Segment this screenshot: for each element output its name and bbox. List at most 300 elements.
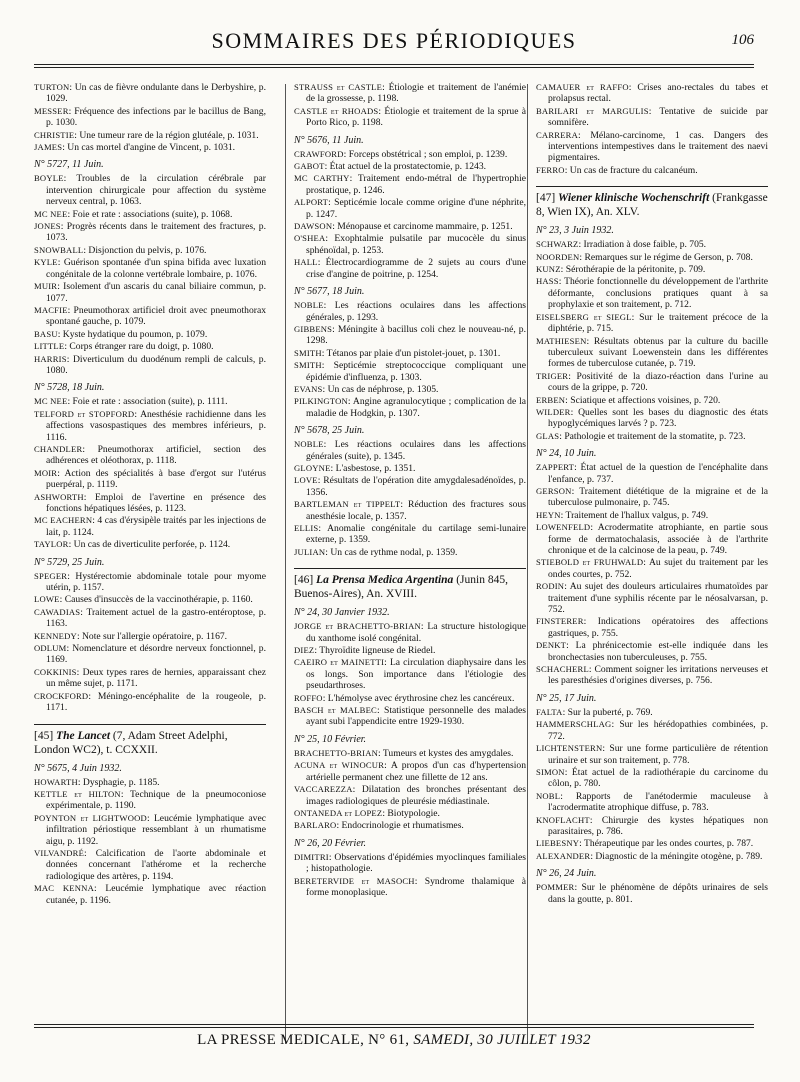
article-title: : Hystérectomie abdominale totale pour myome utérin, p. 1157. [46,570,266,594]
article-author: LOVE [294,475,318,486]
article-author: HOWARTH [34,776,78,787]
article-title: : Réduction des fractures sous anesthésie locale, p. 1357. [306,499,526,522]
article-title: : Septicémie streptococcique compliquant une épidémie d'influenza, p. 1303. [306,360,526,383]
article-author: KNOFLACHT [536,814,590,825]
article-entry [34,305,266,328]
article-author: SMITH [294,347,322,358]
article-author: CAWADIAS [34,606,81,617]
article-author: GERSON [536,485,572,496]
article-entry [294,523,526,546]
article-author: NOBLE [294,300,324,311]
issue-heading: N° 5675, 4 Juin 1932. [34,762,122,774]
article-author: BARTLEMAN et TIPPELT [294,499,401,510]
article-entry [34,539,266,550]
article-entry [536,882,768,905]
column-1 [34,82,266,907]
article-entry [34,789,266,812]
article-entry [536,82,768,105]
page-number: 106 [731,32,754,48]
article-title: : Diagnostic de la méningite otogène, p. 789. [590,850,763,862]
journal-name: La Prensa Medica Argentina [316,574,454,587]
article-entry [536,252,768,263]
article-author: PILKINGTON [294,396,348,407]
article-entry [536,276,768,310]
article-title: : Un cas de fièvre ondulante dans le Derbyshire, p. 1029. [46,82,266,105]
article-entry [34,667,266,690]
article-author: CAMAUER et RAFFO [536,82,629,92]
article-author: LICHTENSTERN [536,743,603,754]
article-title: : Syndrome thalamique à forme monoplasique. [306,875,526,898]
article-title: : Endocrinologie et rhumatismes. [336,820,464,832]
column-divider [285,84,286,1044]
article-entry [536,130,768,164]
article-title: : Note sur l'allergie opératoire, p. 1167. [76,630,228,642]
article-title: : Un cas de néphrose, p. 1305. [322,383,439,395]
article-author: DIMITRI [294,851,329,862]
article-author: POMMER [536,882,575,893]
article-entry [536,312,768,335]
article-author: HALL [294,257,318,268]
article-title: : Indications opératoires des affections gastriques, p. 755. [548,616,768,639]
article-entry [34,329,266,340]
article-title: : Angine agranulocytique ; complication de la maladie de Hodgkin, p. 1307. [306,396,526,419]
article-entry [34,209,266,220]
article-entry [294,760,526,783]
article-title: : Anesthésie rachidienne dans les affections vasospastiques des membres inférieurs, p. 1116. [46,408,267,443]
article-title: : Étiologie et traitement de l'anémie de la grossesse, p. 1198. [306,82,526,105]
article-author: SNOWBALL [34,244,84,255]
journal-number: [46] [294,574,314,587]
article-author: BASU [34,328,58,339]
article-entry [536,719,768,742]
article-title: : Méningite à bacillus coli chez le nouveau-né, p. 1298. [306,323,526,347]
article-entry [294,300,526,323]
article-author: NOORDEN [536,251,580,262]
article-title: : Emploi de l'avertine en présence des fonctions hépatiques lésées, p. 1123. [46,491,266,514]
article-author: MC CARTHY [294,173,350,184]
article-entry [294,693,526,704]
article-title: : Sur une forme particulière de rétention urinaire et sur son traitement, p. 778. [548,743,768,766]
article-entry [294,257,526,280]
article-author: COKKINIS [34,666,77,677]
page-header [34,26,754,60]
article-author: BERETERVIDE et MASOCH [294,875,415,886]
article-title: : Tumeurs et kystes des amygdales. [378,747,514,759]
article-author: ELLIS [294,523,319,533]
article-title: : Nomenclature et désordre nerveux fonctionnel, p. 1169. [46,643,266,666]
article-title: : La phrénicectomie est-elle indiquée dans les bronchectasies non tuberculeuses, p. 755. [548,640,768,663]
issue-heading: N° 25, 17 Juin. [536,692,597,704]
article-entry [536,664,768,687]
article-entry [536,336,768,370]
column-2 [294,82,526,899]
article-author: ALPORT [294,197,329,208]
article-author: KUNZ [536,264,561,275]
article-title: : Les réactions oculaires dans les affections générales (suite), p. 1345. [306,439,526,462]
article-author: SCHWARZ [536,239,579,250]
article-author: MATHIESEN [536,335,587,346]
article-entry [536,264,768,275]
article-author: MACFIE [34,304,68,315]
article-title: : État actuel de la radiothérapie du carcinome du côlon, p. 780. [548,766,768,790]
article-entry [536,815,768,838]
article-title: : Diverticulum du duodénum rempli de calculs, p. 1080. [46,353,266,376]
article-author: MOIR [34,467,58,478]
article-entry [34,468,266,491]
article-author: VACCAREZZA [294,784,353,795]
article-title: : L'hémolyse avec érythrosine chez les cancéreux. [322,692,515,704]
issue-heading: N° 26, 20 Février. [294,837,367,849]
article-title: : Acrodermatite atrophiante, en partie sous forme de dermatochalasis, associée à de l'arthrite chronique et de la calcinose de la peau, p. 749. [548,522,768,556]
article-entry [34,777,266,788]
article-entry [34,848,266,882]
article-title: : Résultats de l'opération dite amygdalesadénoïdes, p. 1356. [306,475,526,498]
issue-heading: N° 5727, 11 Juin. [34,159,104,171]
article-entry [294,475,526,498]
article-entry [536,371,768,394]
article-entry [294,221,526,232]
article-title: : État actuel de la question de l'encéphalite dans l'enfance, p. 737. [548,462,768,485]
column-divider [527,84,528,1044]
issue-heading: N° 24, 30 Janvier 1932. [294,607,390,619]
article-entry [294,784,526,807]
page-title: SOMMAIRES DES PÉRIODIQUES [211,28,577,53]
article-entry [536,239,768,250]
article-author: JONES [34,221,61,232]
article-title: : Un cas de diverticulite perforée, p. 1124. [68,539,231,551]
issue-heading: N° 5676, 11 Juin. [294,134,364,146]
article-entry [34,631,266,642]
article-title: : Mélano-carcinome, 1 cas. Dangers des interventions intempestives dans le traitement des naevi pigmentaires. [548,129,768,164]
article-title: : Sérothérapie de la péritonite, p. 709. [560,264,706,276]
article-title: : Méningo-encéphalite de la rougeole, p. 1171. [46,690,266,714]
article-entry [294,645,526,656]
article-entry [34,594,266,605]
article-entry [294,149,526,160]
article-title: : Traitement diététique de la migraine et de la tuberculose pulmonaire, p. 745. [548,485,768,509]
article-entry [294,161,526,172]
article-entry [34,341,266,352]
column-3 [536,82,768,906]
article-title: : Dysphagie, p. 1185. [77,776,160,788]
article-author: POYNTON et LIGHTWOOD [34,812,147,823]
journal-heading [34,724,266,757]
article-title: : Crises ano-rectales du tabes et prolapsus rectal. [548,82,768,105]
article-entry [294,748,526,759]
article-entry [34,813,266,847]
article-entry [294,384,526,395]
article-author: LOWE [34,594,60,605]
article-author: ERBEN [536,394,566,405]
article-author: LIEBESNY [536,838,580,849]
article-author: ZAPPERT [536,462,575,473]
article-author: GIBBENS [294,323,333,334]
article-author: BARLARO [294,820,337,831]
journal-number: [45] [34,729,54,742]
article-title: : Action des spécialités à base d'ergot sur l'utérus puerpéral, p. 1119. [46,467,266,491]
article-entry [294,197,526,220]
issue-heading: N° 24, 10 Juin. [536,448,597,460]
page-footer [34,1032,754,1056]
article-entry [294,621,526,644]
article-title: : Les réactions oculaires dans les affections générales, p. 1293. [306,300,526,323]
article-title: : Thérapeutique par les ondes courtes, p. 787. [579,838,754,850]
journal-address: (Junin 845, Buenos-Aires), An. XVIII. [294,574,508,601]
article-author: MC EACHERN [34,515,93,526]
article-author: CHRISTIE [34,129,75,140]
article-author: STRAUSS et CASTLE [294,82,383,92]
article-title: : Quelles sont les bases du diagnostic des états hypoglycémiques larvés ? p. 723. [548,406,768,430]
article-title: : L'asbestose, p. 1351. [330,462,416,474]
article-title: : Au sujet du traitement par les ondes courtes, p. 752. [548,557,769,580]
article-entry [294,547,526,558]
article-entry [536,557,768,580]
article-title: : Foie et rate : association (suite), p. 1111. [67,396,228,408]
article-title: : Tentative de suicide par somnifère. [548,105,768,129]
article-title: : La circulation diaphysaire dans les os longs. Son importance dans l'étiologie des pseudarthroses. [306,657,526,692]
article-author: MESSER [34,105,69,116]
article-author: STIEBOLD et FRUHWALD [536,557,644,568]
article-title: : Disjonction du pelvis, p. 1076. [83,244,207,256]
article-title: : Causes d'insuccès de la vaccinothérapie, p. 1160. [59,594,253,606]
journal-heading [294,568,526,601]
article-entry [536,395,768,406]
article-author: NOBLE [294,439,324,450]
article-author: CAEIRO et MAINETTI [294,657,385,668]
article-author: SPEGER [34,570,68,581]
article-title: : Rapports de l'anétodermie maculeuse à l'acrodermatite atrophique diffuse, p. 783. [548,790,768,814]
article-title: : Troubles de la circulation cérébrale par intervention chirurgicale pour affection du système nerveux central, p. 1063. [46,173,266,208]
article-author: JAMES [34,142,63,153]
article-author: BASCH et MALBEC [294,705,377,716]
article-title: : État actuel de la prostatectomie, p. 1243. [324,161,487,173]
article-author: SCHACHERL [536,664,589,675]
article-author: CROCKFORD [34,690,89,701]
article-title: : Sur les hérédopathies combinées, p. 772. [548,719,768,742]
article-entry [294,499,526,522]
article-author: DAWSON [294,221,333,232]
article-author: GLAS [536,430,560,441]
article-entry [294,820,526,831]
article-title: : Anomalie congénitale du cartilage semi-lunaire externe, p. 1359. [306,523,526,546]
article-entry [536,640,768,663]
issue-heading: N° 26, 24 Juin. [536,868,597,880]
article-title: : Biotypologie. [382,807,440,819]
article-entry [294,106,526,129]
issue-heading: N° 5728, 18 Juin. [34,382,105,394]
article-title: : Un cas de rythme nodal, p. 1359. [325,546,458,558]
article-title: : Pneumothorax artificiel droit avec pneumothorax spontané gauche, p. 1079. [46,304,266,328]
article-entry [34,409,266,443]
article-author: HARRIS [34,353,67,364]
article-title: : Résultats obtenus par la culture du bacille tuberculeux suivant Loewenstein dans les différentes formes de tuberculose cutanée, p. 719. [548,335,768,370]
article-author: ROFFO [294,692,323,703]
article-entry [536,407,768,430]
article-title: : Thyroïdite ligneuse de Riedel. [314,645,436,657]
footer-date: SAMEDI, 30 JUILLET 1932 [413,1032,591,1048]
article-author: FALTA [536,706,563,717]
article-title: : Un cas mortel d'angine de Vincent, p. 1031. [62,142,236,154]
article-author: O'SHEA [294,233,326,244]
article-entry [294,808,526,819]
article-entry [34,515,266,538]
article-author: MC NEE [34,208,68,219]
article-entry [34,106,266,129]
article-title: : Technique de la pneumoconiose expérimentale, p. 1190. [46,788,266,812]
article-title: : Ménopause et carcinome mammaire, p. 1251. [332,221,513,233]
article-author: HAMMERSCHLAG [536,719,612,730]
article-author: TELFORD et STOPFORD [34,408,135,419]
article-entry [34,607,266,630]
issue-heading: N° 23, 3 Juin 1932. [536,225,614,237]
article-title: : La structure histologique du xanthome isolé congénital. [306,621,527,644]
article-title: : Isolement d'un ascaris du canal biliaire commun, p. 1077. [46,281,266,304]
article-author: BOYLE [34,173,64,184]
article-entry [536,767,768,790]
article-entry [536,616,768,639]
article-entry [536,838,768,849]
article-author: BARILARI et MARGULIS [536,105,649,116]
article-author: TURTON [34,82,70,92]
article-title: : Traitement de l'hallux valgus, p. 749. [560,509,709,521]
journal-name: Wiener klinische Wochenschrift [558,192,710,205]
article-author: GLOYNE [294,462,331,473]
article-title: : Forceps obstétrical ; son emploi, p. 1239. [343,148,508,160]
article-title: : Traitement endo-métral de l'hypertrophie prostatique, p. 1246. [306,173,526,196]
article-entry [34,444,266,467]
article-author: TRIGER [536,370,569,381]
article-entry [294,657,526,691]
article-entry [536,743,768,766]
article-entry [294,360,526,383]
article-title: : Théorie fonctionnelle du développement de l'arthrite déformante, conclusions pratiques quant à sa prophylaxie et son traitement, p. 712. [548,276,768,311]
article-author: CARRERA [536,129,578,140]
article-entry [294,876,526,899]
article-entry [294,233,526,256]
article-entry [294,396,526,419]
article-entry [34,257,266,280]
article-author: RODIN [536,581,565,592]
article-title: : Leucémie lymphatique avec infiltration périostique ressemblant à un rhumatisme aigu, p. 1192. [46,812,266,847]
header-rule [34,64,754,68]
article-author: DENKT [536,640,567,651]
article-author: JORGE et BRACHETTO-BRIAN [294,621,421,632]
article-author: TAYLOR [34,539,69,550]
article-entry [294,82,526,105]
article-entry [536,707,768,718]
article-entry [34,245,266,256]
article-author: MUIR [34,281,58,292]
article-title: : A propos d'un cas d'hypertension artérielle permanent chez une fillette de 12 ans. [306,760,526,783]
article-author: FERRO [536,164,565,175]
footer-rule [34,1024,754,1028]
article-entry [536,165,768,176]
article-entry [536,851,768,862]
article-title: : Foie et rate : associations (suite), p. 1068. [67,208,233,220]
article-entry [34,643,266,666]
article-entry [34,396,266,407]
article-title: : Positivité de la diazo-réaction dans l'urine au cours de la grippe, p. 720. [548,370,768,394]
article-author: SMITH [294,360,322,371]
article-entry [34,492,266,515]
article-title: : Remarques sur le régime de Gerson, p. 708. [579,251,753,263]
article-entry [294,348,526,359]
article-author: ACUNA et WINOCUR [294,760,385,771]
article-author: KETTLE et HILTON [34,788,121,799]
article-author: ODLUM [34,643,67,654]
article-author: WILDER [536,406,571,417]
journal-number: [47] [536,192,556,205]
issue-heading: N° 5678, 25 Juin. [294,425,365,437]
article-author: GABOT [294,161,325,172]
footer-journal: LA PRESSE MEDICALE, N° 61, [197,1032,410,1048]
article-author: EISELSBERG et SIEGL [536,311,632,322]
article-author: CASTLE et RHOADS [294,105,379,116]
article-entry [536,106,768,129]
article-entry [536,510,768,521]
article-author: HASS [536,276,559,287]
article-entry [294,173,526,196]
article-entry [34,130,266,141]
article-entry [34,221,266,244]
article-author: KYLE [34,257,58,268]
article-title: : Un cas de fracture du calcanéum. [564,164,698,176]
article-entry [536,431,768,442]
journal-address: (Frankgasse 8, Wien IX), An. XLV. [536,192,768,219]
article-title: : Progrès récents dans le traitement des fractures, p. 1073. [46,221,266,244]
article-title: : 4 cas d'érysipèle traités par les injections de lait, p. 1124. [46,515,266,538]
article-author: SIMON [536,766,565,777]
article-title: : Guérison spontanée d'un spina bifida avec luxation congénitale de la colonne vertébrale lombaire, p. 1076. [46,257,266,280]
article-author: VILVANDRÉ [34,847,85,858]
article-title: : Tétanos par plaie d'un pistolet-jouet, p. 1301. [321,347,501,359]
article-entry [294,439,526,462]
article-author: KENNEDY [34,630,77,641]
article-title: : Pathologie et traitement de la stomatite, p. 723. [559,430,746,442]
article-title: : Corps étranger rare du doigt, p. 1080. [64,341,214,353]
article-author: DIEZ [294,645,315,656]
article-author: JULIAN [294,546,326,557]
article-entry [34,571,266,594]
article-title: : Au sujet des douleurs articulaires rhumatoïdes par traitement d'une syphilis récente par le néosalvarsan, p. 752. [548,581,768,616]
article-entry [536,581,768,615]
article-entry [294,463,526,474]
article-entry [294,324,526,347]
article-author: ALEXANDER [536,850,591,861]
article-entry [34,173,266,207]
article-author: HEYN [536,509,561,520]
journal-heading [536,186,768,219]
article-author: LITTLE [34,341,65,352]
issue-heading: N° 5729, 25 Juin. [34,556,105,568]
article-title: : Kyste hydatique du poumon, p. 1079. [57,328,208,340]
article-title: : Septicémie locale comme origine d'une néphrite, p. 1247. [306,197,526,220]
issue-heading: N° 25, 10 Février. [294,733,367,745]
article-title: : Sur le traitement précoce de la diphtérie, p. 715. [548,311,768,335]
article-title: : Sur le phénomène de dépôts urinaires de sels dans la goutte, p. 801. [548,882,768,905]
article-title: : Chirurgie des kystes hépatiques non parasitaires, p. 786. [548,814,768,837]
article-title: : Étiologie et traitement de la sprue à Porto Rico, p. 1198. [306,105,526,129]
article-entry [34,82,266,105]
article-author: ONTANEDA et LOPEZ [294,807,383,818]
article-entry [34,142,266,153]
article-title: : Leucémie lymphatique avec réaction cutanée, p. 1196. [46,883,266,906]
article-entry [536,791,768,814]
article-title: : Calcification de l'aorte abdominale et données concernant l'athérome et la recherche radiologique des artères, p. 1194. [46,847,266,882]
article-entry [536,486,768,509]
article-title: : Traitement actuel de la gastro-entéroptose, p. 1163. [46,606,266,630]
article-author: CHANDLER [34,443,83,454]
